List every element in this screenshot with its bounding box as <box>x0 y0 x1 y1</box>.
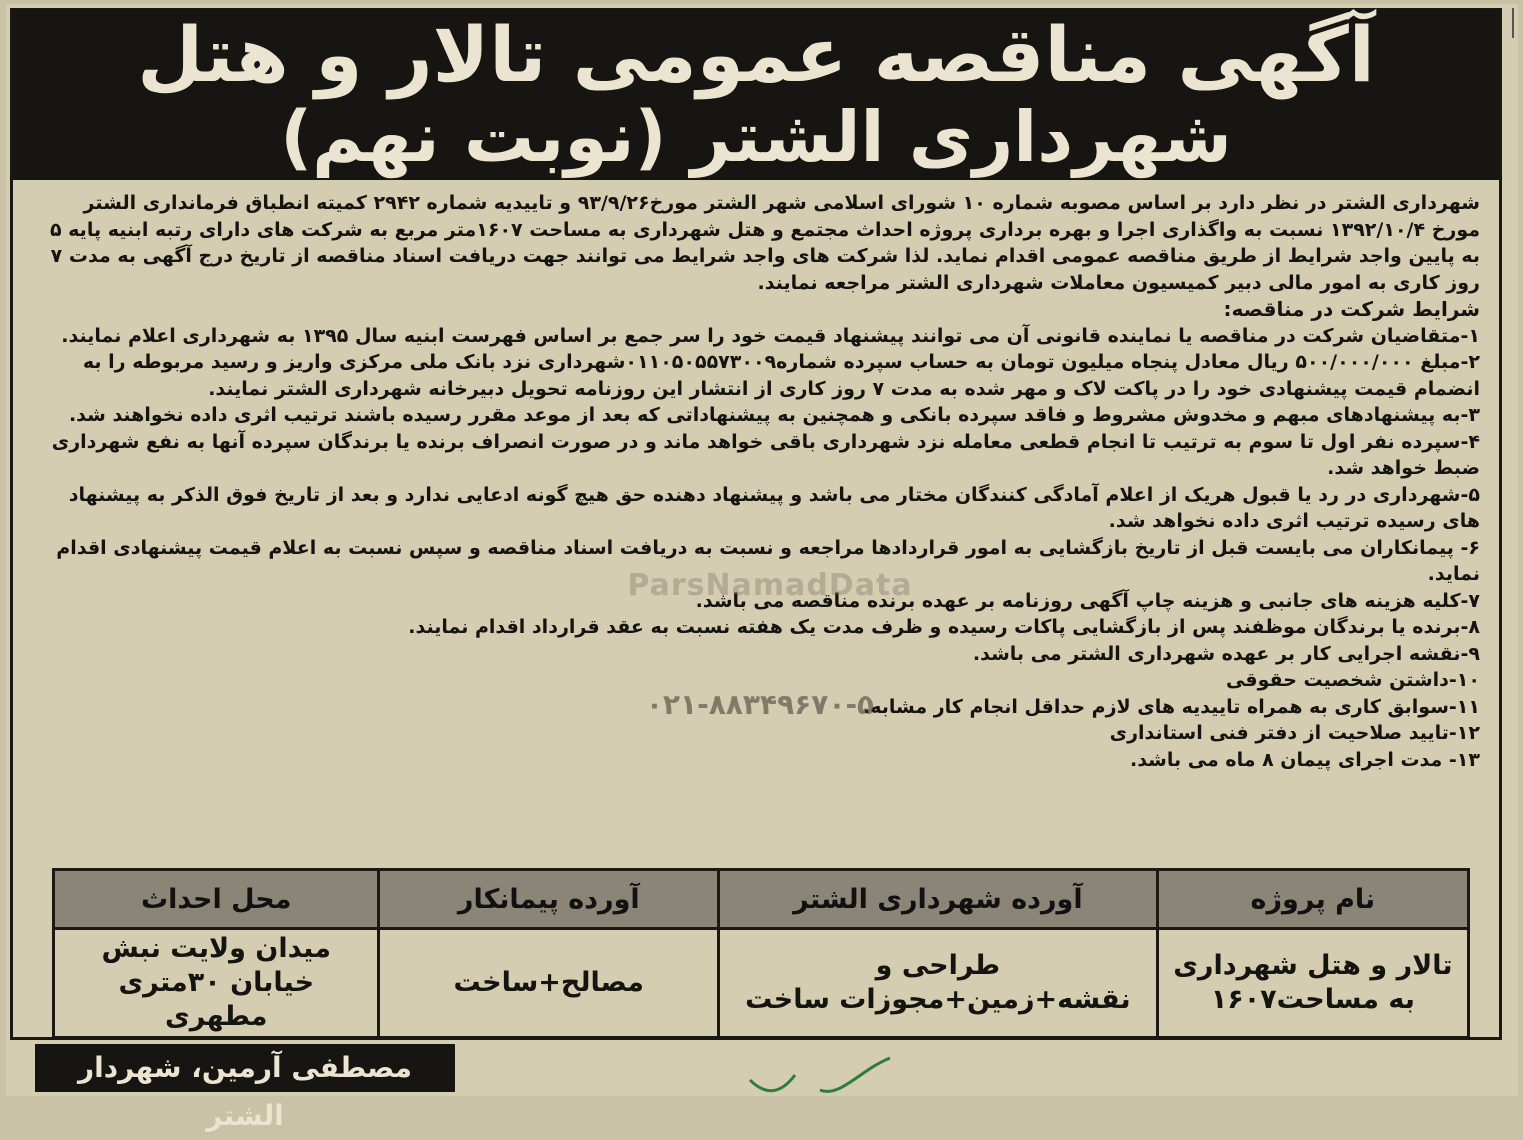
signature-box: مصطفی آرمین، شهردار الشتر <box>35 1044 455 1092</box>
column-header: آورده پیمانکار <box>379 870 719 929</box>
watermark-phone: ۰۲۱-۸۸۳۴۹۶۷۰-۵ <box>645 688 875 721</box>
handwritten-mark <box>740 1050 920 1100</box>
ad-body <box>40 190 1480 860</box>
ad-header <box>12 10 1500 180</box>
intro-lead: شهرداری الشتر <box>1333 192 1480 214</box>
condition-item: ۸-برنده یا برندگان موظفند پس از بازگشایی پاکات رسیده و ظرف مدت یک هفته نسبت به عقد قرارداد اقدام نمایند. <box>408 616 1480 638</box>
table-cell: تالار و هتل شهرداری به مساحت۱۶۰۷ <box>1157 929 1468 1038</box>
condition-item: ۵-شهرداری در رد یا قبول هریک از اعلام آمادگی کنندگان مختار می باشد و پیشنهاد دهنده حق هیچ گونه ادعایی ندارد و بعد از تاریخ فوق الذکر به پیشنهاد های رسیده ترتیب اثری داده نخواهد شد. <box>68 483 1480 532</box>
condition-item: ۱۳- مدت اجرای پیمان ۸ ماه می باشد. <box>1129 748 1480 771</box>
table-row <box>54 929 1469 1038</box>
condition-item: ۶- پیمانکاران می بایست قبل از تاریخ بازگشایی به امور قراردادها مراجعه و نسبت به دریافت اسناد مناقصه و سپس نسبت به اعلام قیمت پیشنهادی اقدام نماید. <box>56 536 1480 585</box>
table-cell: طراحی و نقشه+زمین+مجوزات ساخت <box>719 929 1158 1038</box>
intro-paragraph <box>40 190 1480 296</box>
condition-item: ۹-نقشه اجرایی کار بر عهده شهرداری الشتر می باشد. <box>972 642 1480 665</box>
condition-item: ۲-مبلغ ۵۰۰/۰۰۰/۰۰۰ ریال معادل پنجاه میلیون تومان به حساب سپرده شماره۰۱۱۰۵۰۵۵۷۳۰۰۹شهرداری نزد بانک ملی مرکزی واریز و رسید مربوطه را به انضمام قیمت پیشنهادی خود را در پاکت لاک و مهر شده به مدت ۷ روز کاری از انتشار این روزنامه تحویل دبیرخانه شهرداری الشتر نمایند. <box>82 351 1480 400</box>
condition-item: ۴-سپرده نفر اول تا سوم به ترتیب تا انجام قطعی معامله نزد شهرداری باقی خواهد ماند و در صورت انصراف برنده یا برندگان سپرده آنها به نفع شهرداری ضبط خواهد شد. <box>51 430 1480 479</box>
condition-item: ۳-به پیشنهادهای مبهم و مخدوش مشروط و فاقد سپرده بانکی و همچنین به پیشنهاداتی که بعد از موعد مقرر رسیده باشند ترتیب اثری داده نخواهند شد. <box>68 404 1480 426</box>
table-cell: مصالح+ساخت <box>379 929 719 1038</box>
header-title-line1: آگهی مناقصه عمومی تالار و هتل <box>137 10 1375 99</box>
table-header-row <box>54 870 1469 929</box>
column-header: آورده شهرداری الشتر <box>719 870 1158 929</box>
column-header: محل احداث <box>54 870 379 929</box>
condition-item: ۱-متقاضیان شرکت در مناقصه یا نماینده قانونی آن می توانند پیشنهاد قیمت خود را سر جمع بر اساس فهرست ابنیه سال ۱۳۹۵ به شهرداری اعلام نمایند. <box>61 324 1480 347</box>
watermark: ParsNamadData <box>627 568 913 603</box>
condition-item: ۱۱-سوابق کاری به همراه تاییدیه های لازم حداقل انجام کار مشابه. <box>863 695 1480 718</box>
condition-item: ۷-کلیه هزینه های جانبی و هزینه چاپ آگهی روزنامه بر عهده برنده مناقصه می باشد. <box>695 589 1480 612</box>
table-cell: میدان ولایت نبش خیابان ۳۰متری مطهری <box>54 929 379 1038</box>
project-table <box>52 868 1470 1039</box>
header-title-line2: شهرداری الشتر (نوبت نهم) <box>280 96 1232 178</box>
intro-text: در نظر دارد بر اساس مصوبه شماره ۱۰ شورای اسلامی شهر الشتر مورخ۹۳/۹/۲۶ و تاییدیه شماره ۲۹۴۲ کمیته انطباق فرمانداری الشتر مورخ ۱۳۹۲/۱۰/۴ نسبت به واگذاری اجرا و بهره برداری پروژه احداث مجتمع و هتل شهرداری به مساحت ۱۶۰۷متر مربع به شرکت های دارای رتبه ابنیه پایه ۵ به پایین واجد شرایط از طریق مناقصه عمومی اقدام نماید. لذا شرکت های واجد شرایط می توانند جهت دریافت اسناد مناقصه از تاریخ درج آگهی به مدت ۷ روز کاری به امور مالی دبیر کمیسیون معاملات شهرداری الشتر مراجعه نمایند. <box>49 192 1480 294</box>
condition-item: ۱۰-داشتن شخصیت حقوقی <box>1225 669 1480 691</box>
condition-item: ۱۲-تایید صلاحیت از دفتر فنی استانداری <box>1109 722 1480 744</box>
conditions-title: شرایط شرکت در مناقصه: <box>1223 297 1480 321</box>
column-header: نام پروژه <box>1157 870 1468 929</box>
